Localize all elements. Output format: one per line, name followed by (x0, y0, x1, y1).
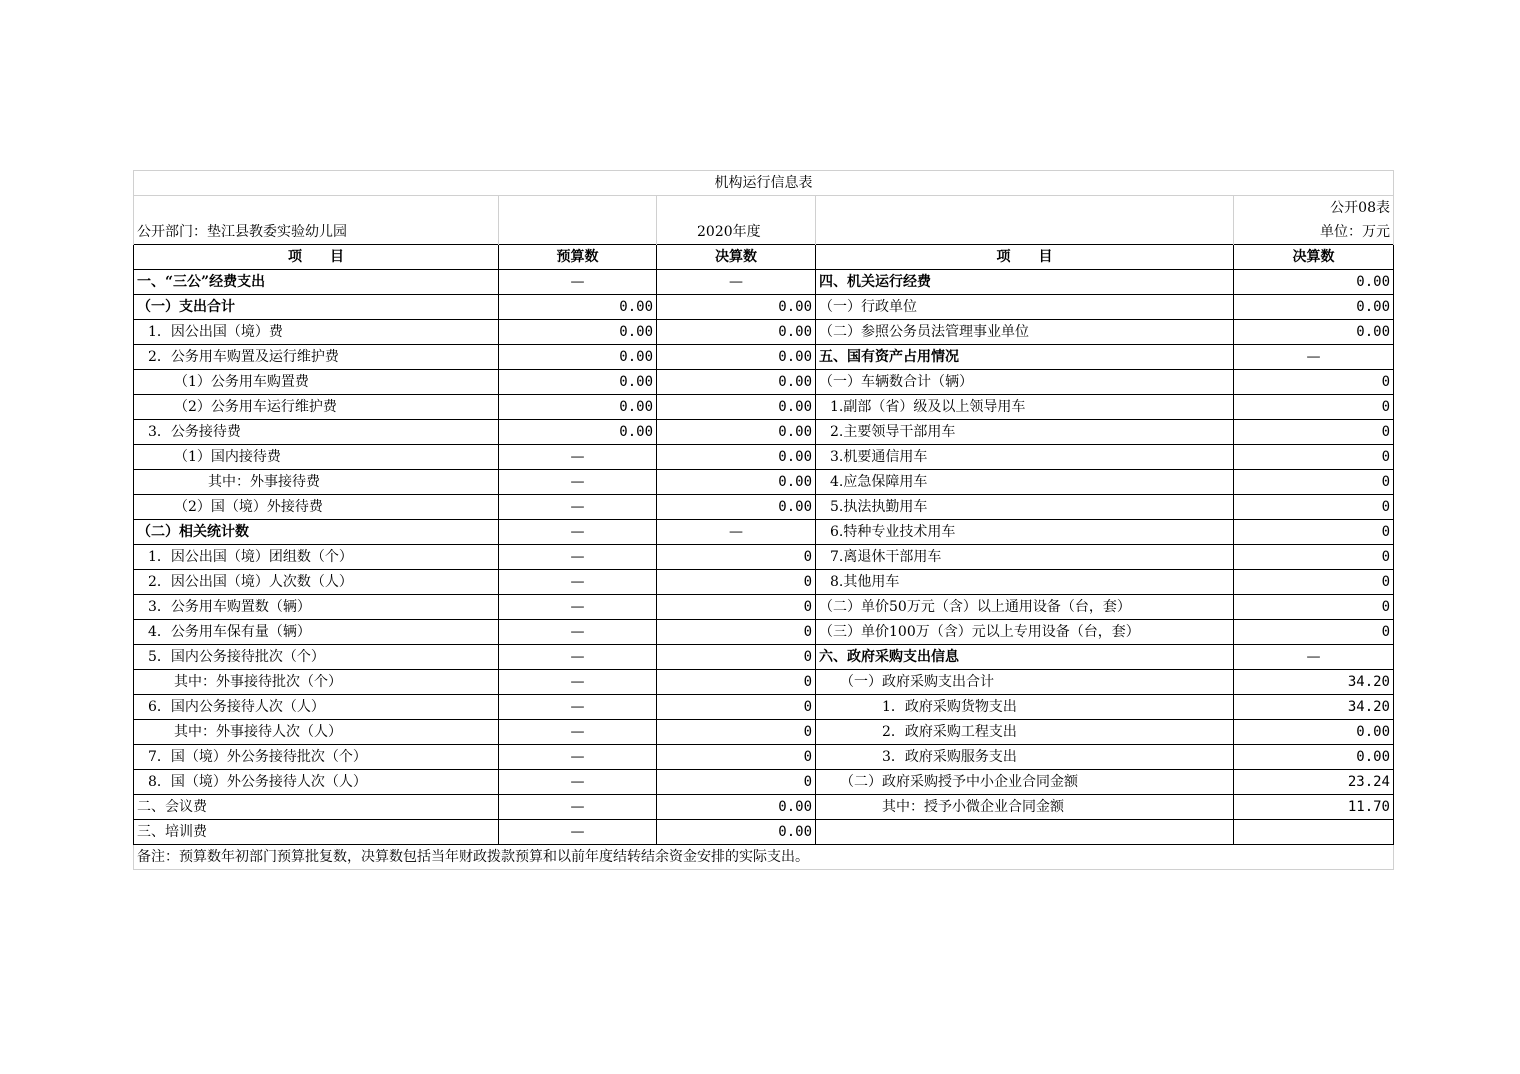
left-item: 4．公务用车保有量（辆） (134, 620, 499, 645)
final-value: 0 (657, 570, 816, 595)
right-final-value: 0 (1234, 570, 1394, 595)
table-row (134, 545, 1394, 570)
left-item: 2．因公出国（境）人次数（人） (134, 570, 499, 595)
right-final-value: — (1234, 345, 1394, 370)
right-item: 1.副部（省）级及以上领导用车 (816, 395, 1234, 420)
table-number: 公开08表 (1234, 196, 1394, 221)
table-row (134, 445, 1394, 470)
left-item: （1）公务用车购置费 (134, 370, 499, 395)
right-item: 3．政府采购服务支出 (816, 745, 1234, 770)
right-item: （一）车辆数合计（辆） (816, 370, 1234, 395)
left-item: 1．因公出国（境）团组数（个） (134, 545, 499, 570)
left-item: 其中：外事接待人次（人） (134, 720, 499, 745)
budget-value: — (499, 495, 657, 520)
budget-value: — (499, 470, 657, 495)
final-value: 0 (657, 595, 816, 620)
right-item: 2.主要领导干部用车 (816, 420, 1234, 445)
department-label: 公开部门：垫江县教委实验幼儿园 (134, 220, 499, 245)
final-value: 0.00 (657, 420, 816, 445)
table-row (134, 720, 1394, 745)
final-value: 0 (657, 745, 816, 770)
right-item: （一）政府采购支出合计 (816, 670, 1234, 695)
right-item: 六、政府采购支出信息 (816, 645, 1234, 670)
right-item (816, 820, 1234, 845)
budget-value: 0.00 (499, 370, 657, 395)
budget-value: 0.00 (499, 420, 657, 445)
final-value: 0.00 (657, 795, 816, 820)
budget-value: — (499, 795, 657, 820)
table-row (134, 595, 1394, 620)
right-final-value: 0.00 (1234, 745, 1394, 770)
left-item: （2）公务用车运行维护费 (134, 395, 499, 420)
unit-label: 单位：万元 (1234, 220, 1394, 245)
right-final-value: 0 (1234, 370, 1394, 395)
right-item: （三）单价100万（含）元以上专用设备（台，套） (816, 620, 1234, 645)
final-value: 0 (657, 545, 816, 570)
left-item: 1．因公出国（境）费 (134, 320, 499, 345)
info-table (133, 170, 1394, 870)
table-row (134, 620, 1394, 645)
budget-value: — (499, 570, 657, 595)
left-item: 2．公务用车购置及运行维护费 (134, 345, 499, 370)
final-value: 0.00 (657, 395, 816, 420)
left-item: （一）支出合计 (134, 295, 499, 320)
right-item: 3.机要通信用车 (816, 445, 1234, 470)
table-row (134, 420, 1394, 445)
final-value: 0 (657, 620, 816, 645)
header-item-left: 项 目 (134, 245, 499, 270)
right-final-value: 0 (1234, 395, 1394, 420)
right-item: （二）政府采购授予中小企业合同金额 (816, 770, 1234, 795)
budget-value: — (499, 595, 657, 620)
table-row (134, 295, 1394, 320)
header-budget: 预算数 (499, 245, 657, 270)
budget-value: — (499, 720, 657, 745)
final-value: 0.00 (657, 320, 816, 345)
budget-value: — (499, 820, 657, 845)
budget-value: 0.00 (499, 295, 657, 320)
right-item: 四、机关运行经费 (816, 270, 1234, 295)
budget-value: — (499, 770, 657, 795)
left-item: 8．国（境）外公务接待人次（人） (134, 770, 499, 795)
right-item: 五、国有资产占用情况 (816, 345, 1234, 370)
final-value: 0 (657, 645, 816, 670)
budget-value: — (499, 545, 657, 570)
budget-value: — (499, 445, 657, 470)
right-final-value: 11.70 (1234, 795, 1394, 820)
final-value: 0.00 (657, 445, 816, 470)
final-value: — (657, 270, 816, 295)
table-row (134, 745, 1394, 770)
page-title: 机构运行信息表 (134, 171, 1394, 196)
budget-value: 0.00 (499, 345, 657, 370)
left-item: 3．公务接待费 (134, 420, 499, 445)
table-row (134, 520, 1394, 545)
table-row (134, 320, 1394, 345)
table-row (134, 695, 1394, 720)
left-item: 其中：外事接待批次（个） (134, 670, 499, 695)
right-final-value: — (1234, 645, 1394, 670)
header-item-right: 项 目 (816, 245, 1234, 270)
left-item: 7．国（境）外公务接待批次（个） (134, 745, 499, 770)
right-final-value: 0.00 (1234, 295, 1394, 320)
budget-value: — (499, 520, 657, 545)
right-item: 1．政府采购货物支出 (816, 695, 1234, 720)
final-value: 0.00 (657, 295, 816, 320)
final-value: 0.00 (657, 370, 816, 395)
left-item: 三、培训费 (134, 820, 499, 845)
table-row (134, 270, 1394, 295)
right-final-value: 0 (1234, 545, 1394, 570)
budget-value: — (499, 645, 657, 670)
left-item: （1）国内接待费 (134, 445, 499, 470)
left-item: 一、“三公”经费支出 (134, 270, 499, 295)
left-item: （2）国（境）外接待费 (134, 495, 499, 520)
table-row (134, 645, 1394, 670)
left-item: 6．国内公务接待人次（人） (134, 695, 499, 720)
final-value: 0 (657, 770, 816, 795)
final-value: 0.00 (657, 820, 816, 845)
right-item: 4.应急保障用车 (816, 470, 1234, 495)
right-item: （二）参照公务员法管理事业单位 (816, 320, 1234, 345)
right-final-value: 0 (1234, 420, 1394, 445)
right-item: 5.执法执勤用车 (816, 495, 1234, 520)
right-final-value: 0 (1234, 595, 1394, 620)
right-final-value: 0 (1234, 470, 1394, 495)
right-final-value: 0.00 (1234, 270, 1394, 295)
table-row (134, 820, 1394, 845)
budget-value: — (499, 270, 657, 295)
right-item: （一）行政单位 (816, 295, 1234, 320)
right-final-value: 23.24 (1234, 770, 1394, 795)
final-value: 0 (657, 670, 816, 695)
final-value: 0.00 (657, 345, 816, 370)
left-item: 5．国内公务接待批次（个） (134, 645, 499, 670)
year-label: 2020年度 (657, 220, 816, 245)
budget-value: — (499, 620, 657, 645)
right-final-value: 34.20 (1234, 670, 1394, 695)
table-row (134, 395, 1394, 420)
final-value: 0.00 (657, 495, 816, 520)
header-final-right: 决算数 (1234, 245, 1394, 270)
footnote: 备注：预算数年初部门预算批复数，决算数包括当年财政拨款预算和以前年度结转结余资金安排的实际支出。 (134, 845, 1394, 870)
right-item: 2．政府采购工程支出 (816, 720, 1234, 745)
right-item: 7.离退休干部用车 (816, 545, 1234, 570)
left-item: 其中：外事接待费 (134, 470, 499, 495)
left-item: 二、会议费 (134, 795, 499, 820)
right-final-value: 0.00 (1234, 320, 1394, 345)
left-item: （二）相关统计数 (134, 520, 499, 545)
table-row (134, 470, 1394, 495)
budget-value: — (499, 745, 657, 770)
budget-value: 0.00 (499, 395, 657, 420)
final-value: 0 (657, 695, 816, 720)
right-final-value: 0.00 (1234, 720, 1394, 745)
table-row (134, 670, 1394, 695)
budget-value: — (499, 670, 657, 695)
table-row (134, 370, 1394, 395)
budget-value: 0.00 (499, 320, 657, 345)
left-item: 3．公务用车购置数（辆） (134, 595, 499, 620)
right-final-value: 34.20 (1234, 695, 1394, 720)
final-value: — (657, 520, 816, 545)
budget-value: — (499, 695, 657, 720)
right-item: 其中：授予小微企业合同金额 (816, 795, 1234, 820)
right-item: 6.特种专业技术用车 (816, 520, 1234, 545)
right-final-value (1234, 820, 1394, 845)
table-row (134, 495, 1394, 520)
table-row (134, 795, 1394, 820)
final-value: 0.00 (657, 470, 816, 495)
header-final: 决算数 (657, 245, 816, 270)
right-final-value: 0 (1234, 620, 1394, 645)
right-final-value: 0 (1234, 495, 1394, 520)
right-item: （二）单价50万元（含）以上通用设备（台，套） (816, 595, 1234, 620)
table-row (134, 770, 1394, 795)
right-final-value: 0 (1234, 445, 1394, 470)
table-row (134, 345, 1394, 370)
right-item: 8.其他用车 (816, 570, 1234, 595)
right-final-value: 0 (1234, 520, 1394, 545)
table-row (134, 570, 1394, 595)
final-value: 0 (657, 720, 816, 745)
